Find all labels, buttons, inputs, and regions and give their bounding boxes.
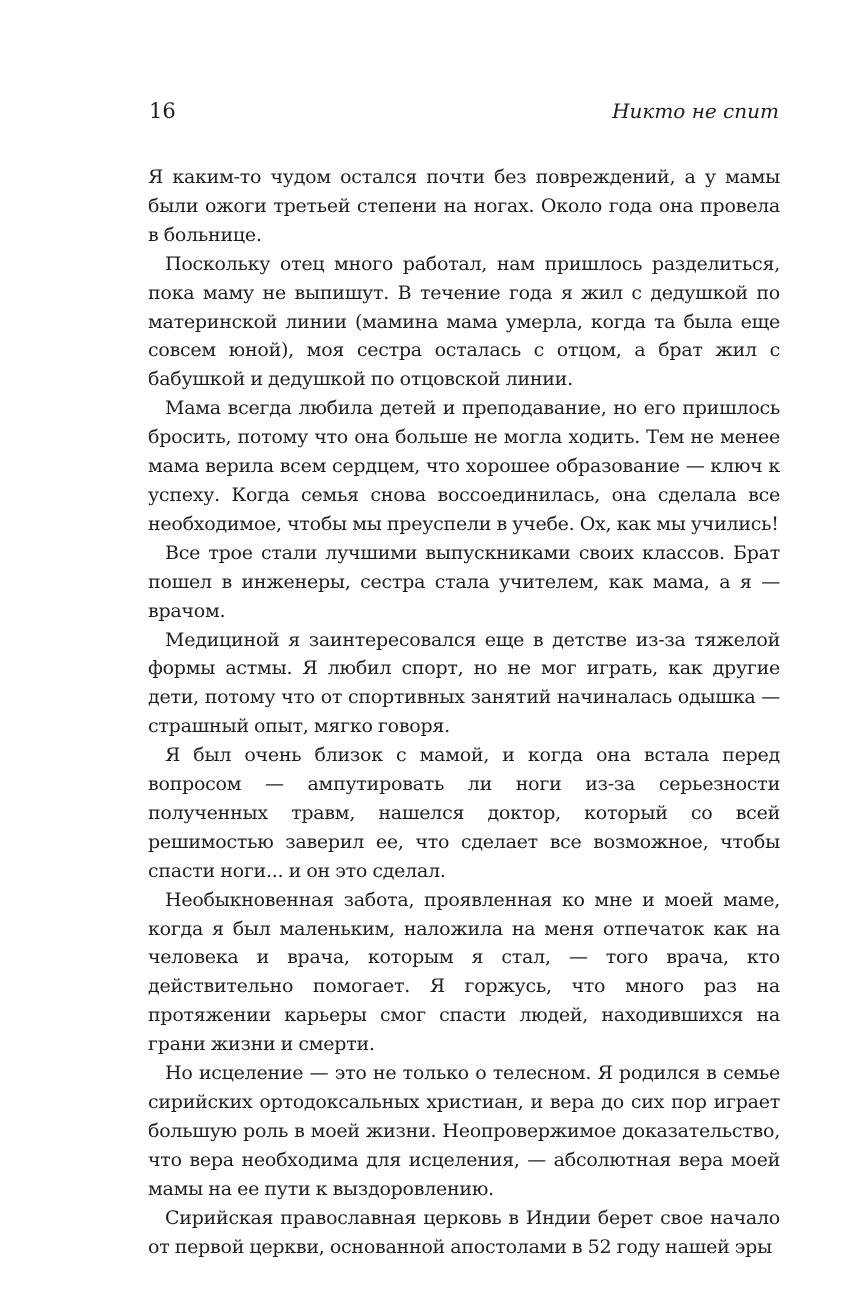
paragraph: Сирийская православная церковь в Индии берет свое начало от первой церкви, основанной апостолами в 52 году нашей эры: [148, 1206, 780, 1258]
body-text: [148, 163, 780, 1261]
paragraph: Поскольку отец много работал, нам пришлось разделиться, пока маму не выпишут. В течение года я жил с дедушкой по материнской линии (мамина мама умерла, когда та была еще совсем юной), моя сестра осталась с отцом, а брат жил с бабушкой и дедушкой по отцовской линии.: [148, 252, 780, 391]
paragraph: Медициной я заинтересовался еще в детстве из-за тяжелой формы астмы. Я любил спорт, но не мог играть, как другие дети, потому что от спортивных занятий начиналась одышка — страшный опыт, мягко говоря.: [148, 628, 780, 738]
paragraph: Мама всегда любила детей и преподавание, но его пришлось бросить, потому что она больше не могла ходить. Тем не менее мама верила всем сердцем, что хорошее образование — ключ к успеху. Когда семья снова воссоединилась, она сделала все необходимое, чтобы мы преуспели в учебе. Ох, как мы учились!: [148, 397, 780, 535]
running-title: Никто не спит: [612, 99, 779, 123]
page-number: 16: [149, 99, 176, 123]
paragraph: Все трое стали лучшими выпускниками своих классов. Брат пошел в инженеры, сестра стала учителем, как мама, а я — врачом.: [148, 541, 780, 622]
paragraph: Но исцеление — это не только о телесном. Я родился в семье сирийских ортодоксальных христиан, и вера до сих пор играет большую роль в моей жизни. Неопровержимое доказательство, что вера необходима для исцеления, — абсолютная вера моей мамы на ее пути к выздоровлению.: [148, 1062, 780, 1200]
paragraph: Я каким-то чудом остался почти без повреждений, а у мамы были ожоги третьей степени на ногах. Около года она провела в больнице.: [148, 166, 780, 246]
paragraph: Необыкновенная забота, проявленная ко мне и моей маме, когда я был маленьким, наложила на меня отпечаток как на человека и врача, которым я стал, — того врача, кто действительно помогает. Я горжусь, что много раз на протяжении карьеры смог спасти людей, находившихся на грани жизни и смерти.: [148, 888, 780, 1056]
paragraph: Я был очень близок с мамой, и когда она встала перед вопросом — ампутировать ли ноги из-за серьезности полученных травм, нашелся доктор, который со всей решимостью заверил ее, что сделает все возможное, чтобы спасти ноги... и он это сделал.: [148, 744, 780, 882]
